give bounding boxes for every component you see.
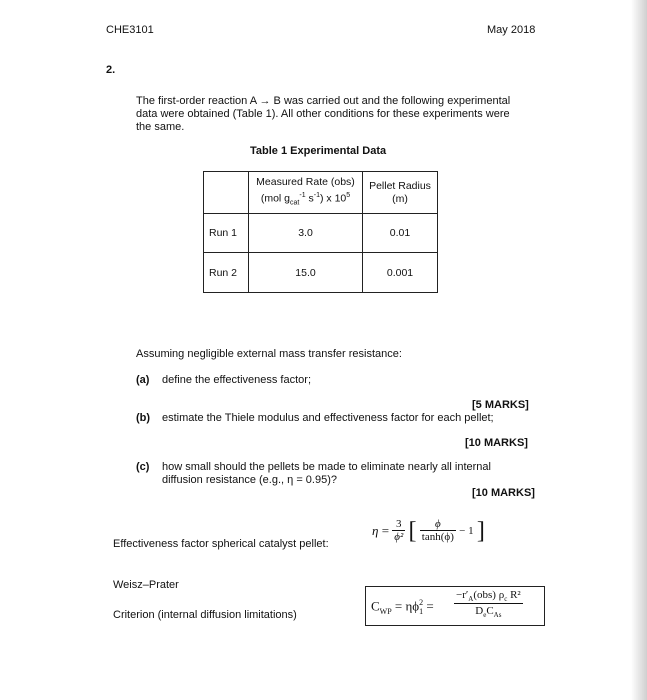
part-c-marks: [10 MARKS] (472, 487, 535, 499)
radius-value: 0.001 (363, 253, 438, 293)
left-bracket: [ (408, 517, 417, 544)
rate-value: 3.0 (249, 214, 363, 253)
rate-unit-prefix: (mol g (260, 192, 291, 205)
rate-term: −r′ (456, 589, 469, 601)
weisz-prater-equation-box (365, 586, 545, 626)
table-row (204, 253, 438, 293)
rate-value: 15.0 (249, 253, 363, 293)
part-b-text: estimate the Thiele modulus and effectiveness factor for each pellet; (162, 412, 494, 424)
part-b-marks: [10 MARKS] (465, 437, 528, 449)
run-label: Run 1 (204, 214, 249, 253)
phi-subscript: 1 (419, 606, 424, 616)
rate-unit-s: s (305, 192, 314, 205)
intro-line-3: the same. (136, 121, 185, 133)
table-caption: Table 1 Experimental Data (250, 145, 387, 157)
course-code: CHE3101 (106, 24, 154, 36)
radius-value: 0.01 (363, 214, 438, 253)
radius-header-line1: Pellet Radius (369, 179, 431, 192)
minus-one: − 1 (459, 524, 474, 537)
experimental-data-table (203, 171, 438, 293)
part-c-text-2: diffusion resistance (e.g., η = 0.95)? (162, 474, 337, 486)
part-b-label: (b) (136, 412, 151, 424)
wp-denominator (454, 604, 523, 619)
part-c-text-1: how small should the pellets be made to eliminate nearly all internal (162, 461, 491, 473)
concentration-term: C (486, 605, 494, 618)
weisz-prater-label-2: Criterion (internal diffusion limitations) (113, 609, 297, 621)
effectiveness-label: Effectiveness factor spherical catalyst pellet: (113, 538, 329, 550)
three-over-phi-sq (392, 518, 405, 543)
rate-unit-exp1: -1 (299, 191, 306, 199)
concentration-subscript: As (493, 611, 502, 620)
part-a-marks: [5 MARKS] (472, 399, 529, 411)
table-header-rate (249, 172, 363, 214)
intro-line-2: data were obtained (Table 1). All other conditions for these experiments were (136, 108, 510, 120)
cwp-subscript: WP (379, 606, 392, 616)
rate-unit-exp2: -1 (313, 191, 320, 199)
table-row (204, 214, 438, 253)
radius-header-line2: (m) (392, 192, 408, 205)
cwp-lhs (371, 598, 434, 616)
frac-denominator-tanh: tanh(ϕ) (421, 531, 454, 543)
diffusivity-term: D (475, 605, 484, 618)
rho-subscript: c (504, 595, 508, 604)
rate-unit-cat: cat (290, 199, 300, 207)
radius-squared: R² (510, 589, 521, 601)
effectiveness-equation (372, 518, 485, 562)
obs-rho-term: (obs) ρ (473, 589, 505, 601)
page-edge-shadow (631, 0, 647, 700)
exam-date: May 2018 (487, 24, 536, 36)
weisz-prater-label-1: Weisz–Prater (113, 579, 179, 591)
cwp-symbol: C (371, 598, 380, 614)
table-header-row (204, 172, 438, 214)
phi-exponent: 2 (419, 598, 424, 607)
frac-numerator-phi: ϕ (420, 518, 456, 531)
part-a-label: (a) (136, 374, 150, 386)
rate-unit-exp5: 5 (346, 191, 351, 199)
run-label: Run 2 (204, 253, 249, 293)
frac-numerator-3: 3 (392, 518, 405, 531)
table-header-radius (363, 172, 438, 214)
eta-symbol: η (372, 522, 379, 538)
wp-numerator (454, 589, 523, 604)
wp-fraction (454, 589, 523, 619)
phi-over-tanh (420, 518, 456, 543)
table-header-blank (204, 172, 249, 214)
right-bracket: ] (476, 517, 485, 544)
intro-line-1: The first-order reaction A → B was carried out and the following experimental (136, 95, 511, 107)
frac-denominator-phi-sq: ϕ² (394, 531, 404, 543)
part-c-label: (c) (136, 461, 150, 473)
assumption-text: Assuming negligible external mass transfer resistance: (136, 348, 402, 360)
rate-subscript: A (468, 595, 474, 604)
rate-unit-suffix: ) x 10 (320, 192, 347, 205)
diffusivity-subscript: e (483, 611, 487, 620)
question-number: 2. (106, 64, 116, 76)
rate-header-line1: Measured Rate (obs) (256, 175, 355, 188)
second-equals: = (423, 598, 434, 614)
eta-phi-term: = ηϕ (391, 598, 420, 614)
equals-sign: = (381, 522, 390, 538)
part-a-text: define the effectiveness factor; (162, 374, 311, 386)
